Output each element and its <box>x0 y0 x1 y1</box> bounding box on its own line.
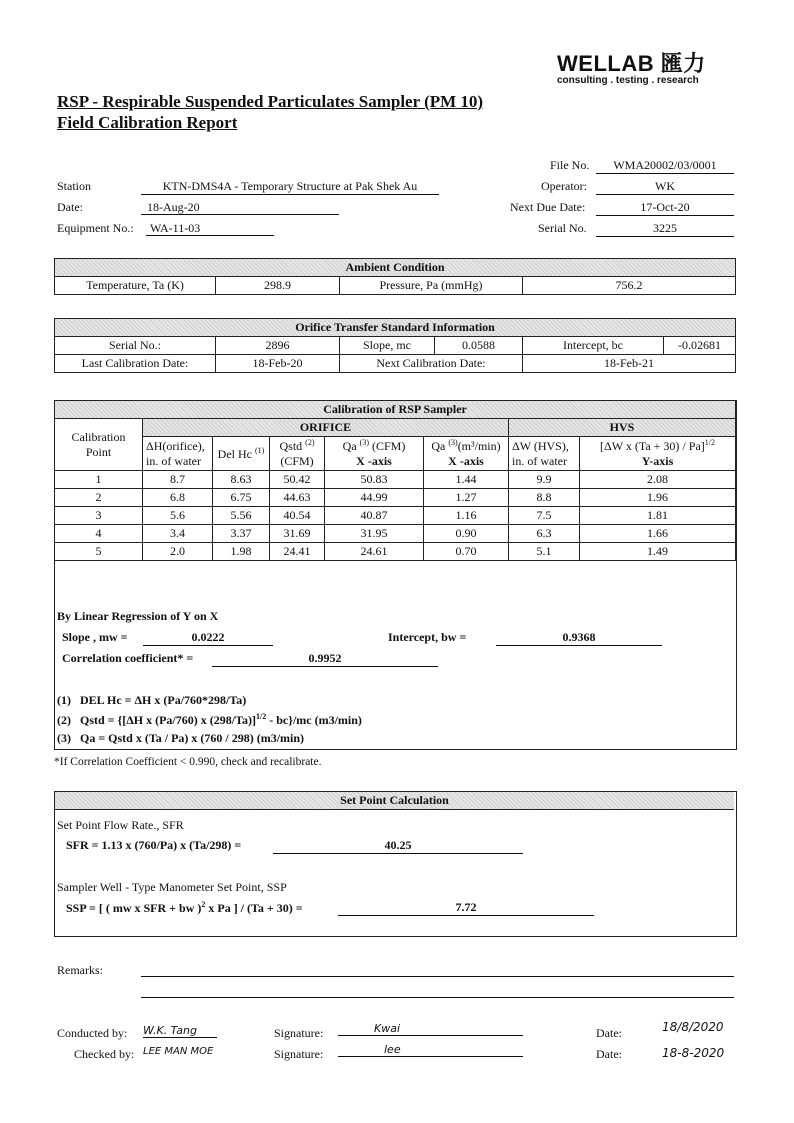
cell-dh: 5.6 <box>143 507 213 525</box>
ssp-value: 7.72 <box>338 900 594 916</box>
next-calibration-value: 18-Feb-21 <box>523 355 736 373</box>
title-line1: RSP - Respirable Suspended Particulates Sampler (PM 10) <box>57 92 484 111</box>
cell-dh: 2.0 <box>143 543 213 561</box>
cell-qa-m3: 0.70 <box>424 543 509 561</box>
ambient-header: Ambient Condition <box>55 259 736 277</box>
cell-qa-m3: 1.44 <box>424 471 509 489</box>
col-qa-m3-text: Qa <box>431 439 446 453</box>
orifice-serial-value: 2896 <box>216 337 340 355</box>
cell-dw: 9.9 <box>509 471 580 489</box>
col-point-line1: Calibration <box>71 429 126 444</box>
equipment-value: WA-11-03 <box>146 221 274 236</box>
col-dw-line2: in. of water <box>512 453 567 468</box>
slope-label: Slope , mw = <box>62 630 128 644</box>
col-delhc-text: Del Hc <box>217 446 252 461</box>
cell-y: 2.08 <box>580 471 736 489</box>
formula-3-text: Qa = Qstd x (Ta / Pa) x (760 / 298) (m3/min) <box>80 731 305 745</box>
logo-tagline: consulting . testing . research <box>557 75 699 86</box>
logo-wordmark: WELLAB <box>557 51 655 76</box>
date-1: 18/8/2020 <box>662 1020 724 1034</box>
formula-1-num: (1) <box>57 693 71 707</box>
col-dh-line1: ΔH(orifice), <box>146 438 205 453</box>
intercept-label: Intercept, bw = <box>388 630 467 644</box>
cell-dw: 7.5 <box>509 507 580 525</box>
cell-qstd: 44.63 <box>270 489 325 507</box>
cell-y: 1.96 <box>580 489 736 507</box>
col-qstd-text: Qstd <box>279 439 303 453</box>
company-logo <box>557 47 706 86</box>
report-title <box>57 91 483 133</box>
conducted-signature: W.K. Tang <box>143 1024 217 1038</box>
orifice-info-table <box>54 318 736 373</box>
col-qstd-unit: (CFM) <box>280 454 314 468</box>
logo-cjk: 匯力 <box>660 51 706 76</box>
file-no-value: WMA20002/03/0001 <box>596 158 734 174</box>
formula-2-text: Qstd = {[ΔH x (Pa/760) x (298/Ta)] <box>80 713 256 727</box>
col-delhc-sup: (1) <box>255 445 265 455</box>
station-value: KTN-DMS4A - Temporary Structure at Pak Shek Au <box>141 179 439 195</box>
next-due-label: Next Due Date: <box>510 200 586 214</box>
ssp-label-b: x Pa ] / (Ta + 30) = <box>205 901 303 915</box>
orifice-slope-value: 0.0588 <box>435 337 523 355</box>
cell-qa-cfm: 44.99 <box>325 489 424 507</box>
cell-delhc: 1.98 <box>213 543 270 561</box>
cell-qstd: 24.41 <box>270 543 325 561</box>
signature-2: lee <box>338 1043 523 1057</box>
equipment-label: Equipment No.: <box>57 221 134 235</box>
formula-1-text: DEL Hc = ΔH x (Pa/760*298/Ta) <box>80 693 247 707</box>
signature-label-1: Signature: <box>274 1026 324 1040</box>
temperature-value: 298.9 <box>216 277 340 295</box>
cell-point: 1 <box>55 471 143 489</box>
station-label: Station <box>57 179 92 193</box>
cell-qa-cfm: 50.83 <box>325 471 424 489</box>
date-2: 18-8-2020 <box>662 1046 725 1060</box>
file-no-label: File No. <box>550 158 590 172</box>
cell-qa-m3: 0.90 <box>424 525 509 543</box>
orifice-group-header: ORIFICE <box>143 419 509 437</box>
col-dw <box>509 437 580 471</box>
formula-2-tail: - bc}/mc (m3/min) <box>266 713 362 727</box>
col-y-sup: 1/2 <box>704 438 715 447</box>
ssp-label <box>66 900 303 916</box>
col-y-text: [ΔW x (Ta + 30) / Pa] <box>600 439 705 453</box>
setpoint-header: Set Point Calculation <box>55 792 734 810</box>
cell-dw: 8.8 <box>509 489 580 507</box>
regression-title: By Linear Regression of Y on X <box>57 609 219 623</box>
date-value: 18-Aug-20 <box>141 200 339 215</box>
cell-dw: 6.3 <box>509 525 580 543</box>
cell-delhc: 3.37 <box>213 525 270 543</box>
orifice-serial-label: Serial No.: <box>55 337 216 355</box>
col-qstd-sup: (2) <box>305 438 315 447</box>
cell-dh: 8.7 <box>143 471 213 489</box>
col-qa-m3 <box>424 437 509 471</box>
orifice-intercept-value: -0.02681 <box>664 337 736 355</box>
signature-1: Kwai <box>338 1022 523 1036</box>
table-row <box>55 507 736 525</box>
last-calibration-value: 18-Feb-20 <box>216 355 340 373</box>
sfr-value: 40.25 <box>273 838 523 854</box>
cell-qa-m3: 1.27 <box>424 489 509 507</box>
cell-dh: 3.4 <box>143 525 213 543</box>
orifice-info-header: Orifice Transfer Standard Information <box>55 319 736 337</box>
formula-2 <box>57 712 362 728</box>
cell-dw: 5.1 <box>509 543 580 561</box>
intercept-value: 0.9368 <box>496 630 662 646</box>
cell-point: 4 <box>55 525 143 543</box>
temperature-label: Temperature, Ta (K) <box>55 277 216 295</box>
col-dh <box>143 437 213 471</box>
formula-2-sup: 1/2 <box>255 712 267 721</box>
date-label-2: Date: <box>596 1047 622 1061</box>
title-line2: Field Calibration Report <box>57 113 238 132</box>
col-qa-cfm-axis: X -axis <box>356 454 392 468</box>
col-qa-cfm-unit: (CFM) <box>371 439 406 453</box>
cell-y: 1.81 <box>580 507 736 525</box>
cell-qstd: 31.69 <box>270 525 325 543</box>
col-qa-cfm-text: Qa <box>342 439 357 453</box>
serial-label: Serial No. <box>538 221 587 235</box>
cell-delhc: 6.75 <box>213 489 270 507</box>
operator-label: Operator: <box>541 179 587 193</box>
cell-point: 2 <box>55 489 143 507</box>
col-y-axis: Y-axis <box>641 454 674 468</box>
footnote: *If Correlation Coefficient < 0.990, check and recalibrate. <box>54 756 322 768</box>
col-qa-cfm-sup: (3) <box>359 438 369 447</box>
cell-dh: 6.8 <box>143 489 213 507</box>
col-point-line2: Point <box>85 444 112 459</box>
next-due-value: 17-Oct-20 <box>596 200 734 216</box>
pressure-label: Pressure, Pa (mmHg) <box>340 277 523 295</box>
col-y <box>580 437 736 471</box>
pressure-value: 756.2 <box>523 277 736 295</box>
orifice-intercept-label: Intercept, bc <box>523 337 664 355</box>
table-row <box>55 471 736 489</box>
ssp-title: Sampler Well - Type Manometer Set Point, SSP <box>57 880 287 894</box>
date-label: Date: <box>57 200 83 214</box>
next-calibration-label: Next Calibration Date: <box>340 355 523 373</box>
table-row <box>55 525 736 543</box>
col-qa-m3-unit: (m³/min) <box>457 439 501 453</box>
operator-value: WK <box>596 179 734 195</box>
cell-point: 3 <box>55 507 143 525</box>
checked-signature: LEE MAN MOE <box>143 1046 214 1057</box>
formula-1 <box>57 693 246 708</box>
remarks-line-2 <box>141 997 734 998</box>
cell-qa-cfm: 40.87 <box>325 507 424 525</box>
correlation-label: Correlation coefficient* = <box>62 651 194 665</box>
formula-3-num: (3) <box>57 731 71 745</box>
last-calibration-label: Last Calibration Date: <box>55 355 216 373</box>
formula-2-num: (2) <box>57 713 71 727</box>
ssp-label-a: SSP = [ ( mw x SFR + bw ) <box>66 901 202 915</box>
col-dh-line2: in. of water <box>146 453 201 468</box>
remarks-line-1 <box>141 976 734 977</box>
orifice-slope-label: Slope, mc <box>340 337 435 355</box>
correlation-value: 0.9952 <box>212 651 438 667</box>
table-row <box>55 489 736 507</box>
sfr-label: SFR = 1.13 x (760/Pa) x (Ta/298) = <box>66 838 242 852</box>
slope-value: 0.0222 <box>143 630 273 646</box>
col-calibration-point <box>55 419 143 471</box>
cell-qa-cfm: 24.61 <box>325 543 424 561</box>
signature-label-2: Signature: <box>274 1047 324 1061</box>
col-qstd <box>270 437 325 471</box>
cell-point: 5 <box>55 543 143 561</box>
hvs-group-header: HVS <box>509 419 736 437</box>
date-label-1: Date: <box>596 1026 622 1040</box>
cell-y: 1.49 <box>580 543 736 561</box>
cell-qa-m3: 1.16 <box>424 507 509 525</box>
cell-y: 1.66 <box>580 525 736 543</box>
cell-delhc: 8.63 <box>213 471 270 489</box>
cell-qstd: 50.42 <box>270 471 325 489</box>
calibration-table <box>54 400 736 561</box>
sfr-title: Set Point Flow Rate., SFR <box>57 818 184 832</box>
ssp-sup: 2 <box>201 900 206 909</box>
col-qa-cfm <box>325 437 424 471</box>
ambient-table <box>54 258 736 295</box>
calibration-header: Calibration of RSP Sampler <box>55 401 736 419</box>
col-qa-m3-sup: (3) <box>448 438 458 447</box>
cell-qstd: 40.54 <box>270 507 325 525</box>
cell-qa-cfm: 31.95 <box>325 525 424 543</box>
cell-delhc: 5.56 <box>213 507 270 525</box>
conducted-label: Conducted by: <box>57 1026 128 1040</box>
remarks-label: Remarks: <box>57 963 103 977</box>
formula-3 <box>57 731 304 746</box>
col-delhc <box>213 437 270 471</box>
checked-label: Checked by: <box>74 1047 135 1061</box>
table-row <box>55 543 736 561</box>
serial-value: 3225 <box>596 221 734 237</box>
col-dw-line1: ΔW (HVS), <box>512 438 569 453</box>
col-qa-m3-axis: X -axis <box>448 454 484 468</box>
